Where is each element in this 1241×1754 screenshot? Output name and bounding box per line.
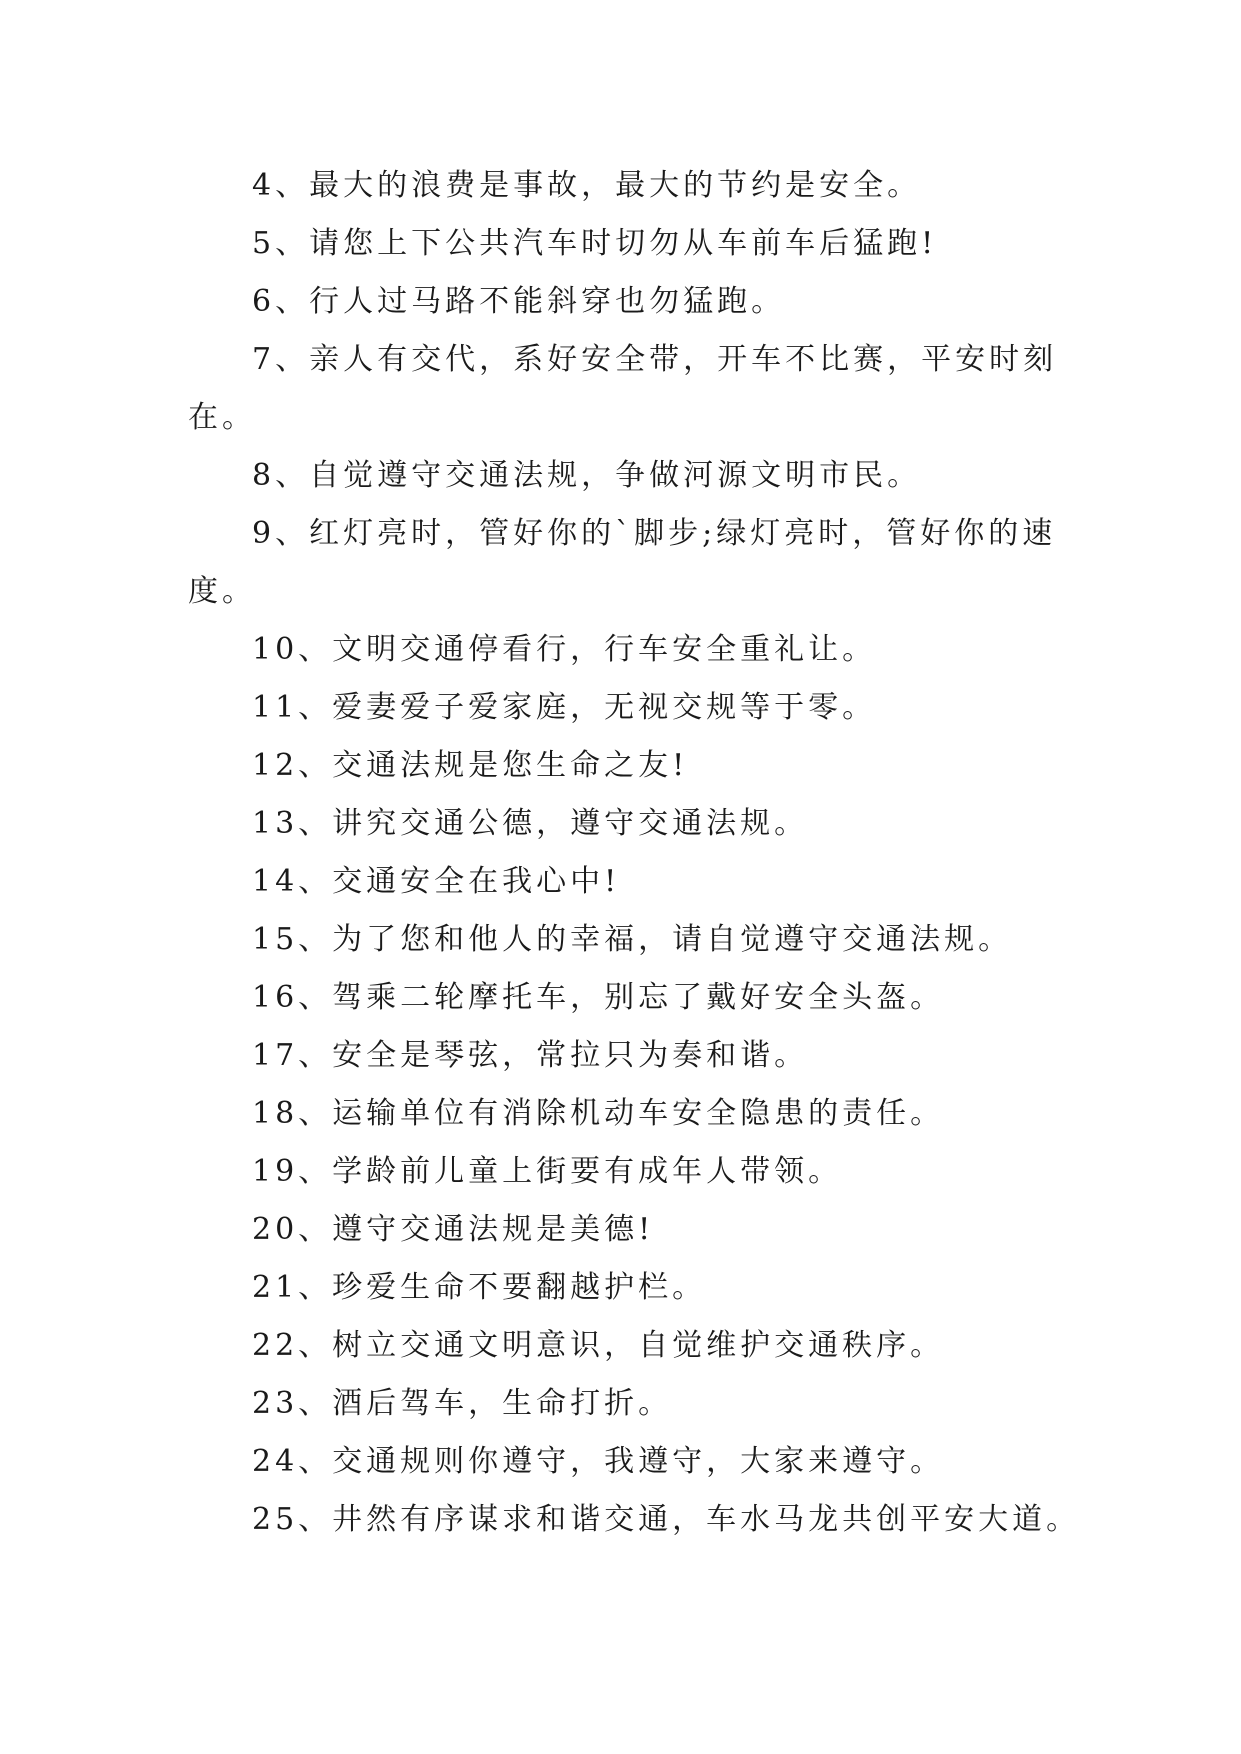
list-item: 14、交通安全在我心中! — [252, 864, 621, 899]
list-item: 20、遵守交通法规是美德! — [252, 1212, 655, 1247]
list-item: 13、讲究交通公德，遵守交通法规。 — [252, 806, 809, 841]
list-item: 21、珍爱生命不要翻越护栏。 — [252, 1270, 707, 1305]
list-item: 22、树立交通文明意识，自觉维护交通秩序。 — [252, 1328, 945, 1363]
list-item: 4、最大的浪费是事故，最大的节约是安全。 — [252, 168, 922, 203]
list-item: 11、爱妻爱子爱家庭，无视交规等于零。 — [252, 690, 877, 725]
list-item: 6、行人过马路不能斜穿也勿猛跑。 — [252, 284, 786, 319]
list-item: 5、请您上下公共汽车时切勿从车前车后猛跑! — [252, 226, 938, 261]
list-item: 18、运输单位有消除机动车安全隐患的责任。 — [252, 1096, 945, 1131]
list-item-continuation: 度。 — [188, 574, 256, 609]
list-item: 16、驾乘二轮摩托车，别忘了戴好安全头盔。 — [252, 980, 945, 1015]
list-item: 24、交通规则你遵守，我遵守，大家来遵守。 — [252, 1444, 945, 1479]
list-item: 23、酒后驾车，生命打折。 — [252, 1386, 673, 1421]
list-item: 8、自觉遵守交通法规，争做河源文明市民。 — [252, 458, 922, 493]
list-item: 10、文明交通停看行，行车安全重礼让。 — [252, 632, 877, 667]
slogan-list — [188, 157, 1088, 1549]
list-item: 12、交通法规是您生命之友! — [252, 748, 689, 783]
list-item: 9、红灯亮时，管好你的`脚步;绿灯亮时，管好你的速 — [252, 516, 1057, 551]
list-item: 7、亲人有交代，系好安全带，开车不比赛，平安时刻 — [252, 342, 1058, 377]
list-item: 17、安全是琴弦，常拉只为奏和谐。 — [252, 1038, 809, 1073]
list-item: 19、学龄前儿童上街要有成年人带领。 — [252, 1154, 843, 1189]
list-item: 25、井然有序谋求和谐交通，车水马龙共创平安大道。 — [252, 1502, 1081, 1537]
list-item-continuation: 在。 — [188, 400, 256, 435]
list-item: 15、为了您和他人的幸福，请自觉遵守交通法规。 — [252, 922, 1013, 957]
